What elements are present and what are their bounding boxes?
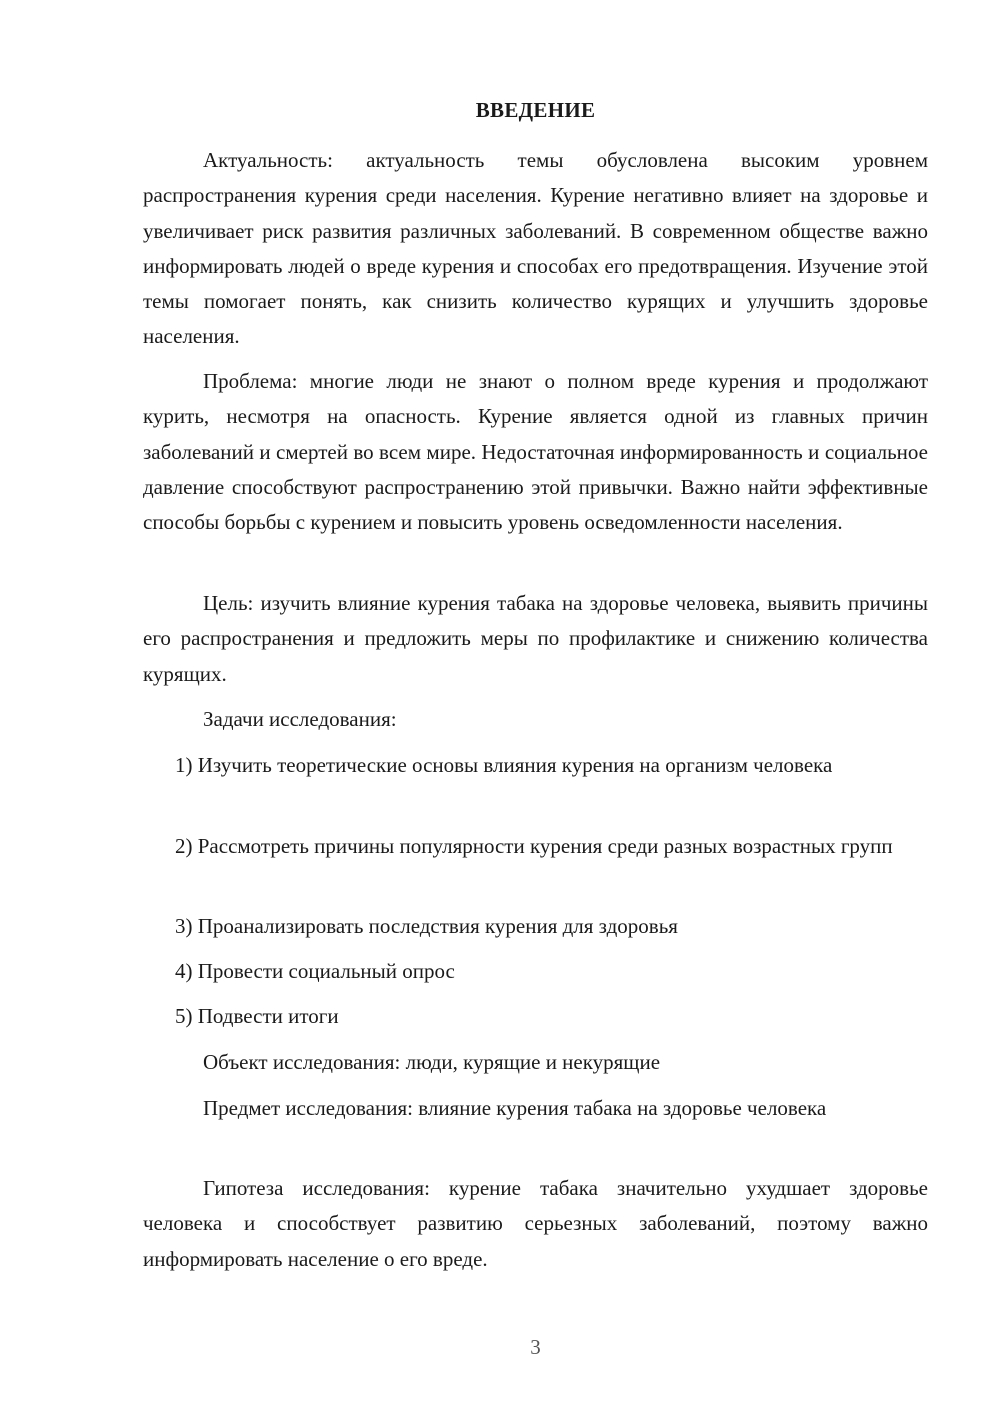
paragraph-problem: Проблема: многие люди не знают о полном вреде курения и продолжают курить, несмотря на опасность. Курение является одной из главных причин заболеваний и смертей во всем мире. Недостаточная информированность и социальное давление способствуют распространению этой привычки. Важно найти эффективные способы борьбы с курением и повысить уровень осведомленности населения.: [143, 369, 928, 535]
task-item-1: 1) Изучить теоретические основы влияния курения на организм человека: [175, 753, 833, 777]
task-item-2: 2) Рассмотреть причины популярности курения среди разных возрастных групп: [175, 834, 893, 858]
task-item-4: 4) Провести социальный опрос: [175, 959, 455, 983]
paragraph-goal: Цель: изучить влияние курения табака на здоровье человека, выявить причины его распространения и предложить меры по профилактике и снижению количества курящих.: [143, 591, 928, 686]
section-title: ВВЕДЕНИЕ: [475, 98, 596, 122]
page-number: 3: [530, 1335, 541, 1359]
paragraph-relevance: Актуальность: актуальность темы обусловлена высоким уровнем распространения курения среди населения. Курение негативно влияет на здоровье и увеличивает риск развития различных заболеваний. В современном обществе важно информировать людей о вреде курения и способах его предотвращения. Изучение этой темы помогает понять, как снизить количество курящих и улучшить здоровье населения.: [143, 148, 928, 349]
task-item-3: 3) Проанализировать последствия курения для здоровья: [175, 914, 678, 938]
paragraph-subject: Предмет исследования: влияние курения табака на здоровье человека: [203, 1096, 827, 1120]
tasks-heading: Задачи исследования:: [203, 707, 397, 731]
paragraph-hypothesis: Гипотеза исследования: курение табака значительно ухудшает здоровье человека и способствует развитию серьезных заболеваний, поэтому важно информировать население о его вреде.: [143, 1176, 928, 1271]
task-item-5: 5) Подвести итоги: [175, 1004, 339, 1028]
document-page: [143, 0, 928, 1414]
paragraph-object: Объект исследования: люди, курящие и некурящие: [203, 1050, 661, 1074]
